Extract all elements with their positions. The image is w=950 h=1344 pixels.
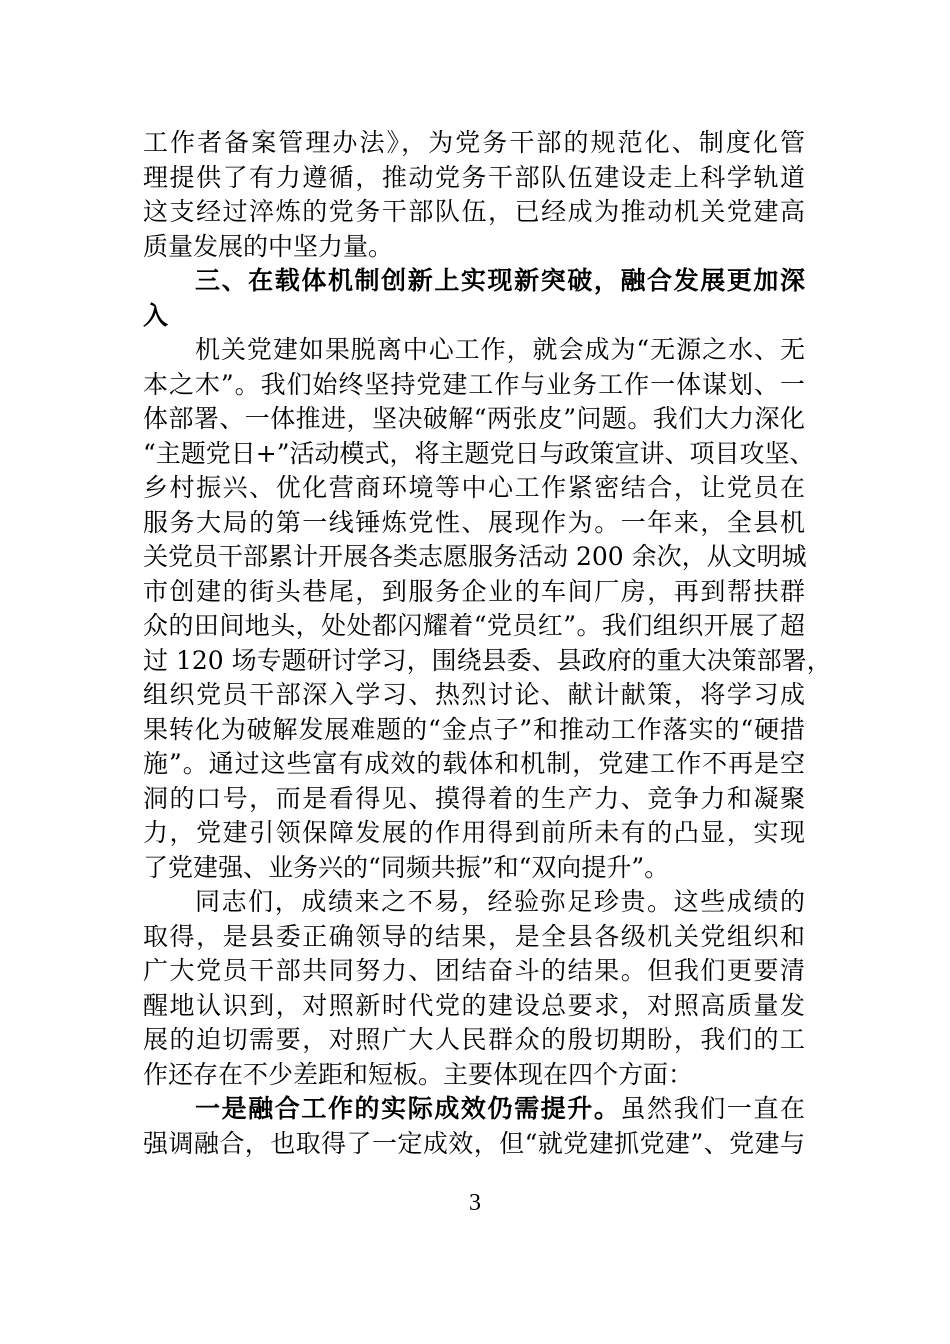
text-line: 服务大局的第一线锤炼党性、展现作为。一年来，全县机 [143, 507, 805, 537]
page-number: 3 [469, 1190, 481, 1216]
text-line: 理提供了有力遵循，推动党务干部队伍建设走上科学轨道 [143, 162, 805, 192]
document-body [143, 126, 832, 1161]
text-line: 关党员干部累计开展各类志愿服务活动 200 余次，从文明城 [143, 542, 807, 571]
text-line: 过 120 场专题研讨学习，围绕县委、县政府的重大决策部署， [143, 645, 832, 675]
text-run: 虽然我们一直在 [620, 1094, 805, 1123]
text-line: 市创建的街头巷尾，到服务企业的车间厂房，再到帮扶群 [143, 576, 805, 606]
text-line: 取得，是县委正确领导的结果，是全县各级机关党组织和 [143, 921, 805, 951]
text-line: 组织党员干部深入学习、热烈讨论、献计献策，将学习成 [143, 680, 805, 709]
bold-lead: 一是融合工作的实际成效仍需提升。 [195, 1094, 621, 1123]
text-line: 果转化为破解发展难题的“金点子”和推动工作落实的“硬措 [143, 714, 805, 744]
text-line [143, 1092, 805, 1127]
text-line: 质量发展的中坚力量。 [143, 231, 394, 261]
text-line: 乡村振兴、优化营商环境等中心工作紧密结合，让党员在 [143, 473, 805, 502]
text-line: 机关党建如果脱离中心工作，就会成为“无源之水、无 [195, 335, 805, 364]
text-line: 众的田间地头，处处都闪耀着“党员红”。我们组织开展了超 [143, 611, 805, 640]
text-line: 力，党建引领保障发展的作用得到前所未有的凸显，实现 [143, 818, 805, 847]
text-line: 广大党员干部共同努力、团结奋斗的结果。但我们更要清 [143, 956, 805, 985]
text-line: 工作者备案管理办法》，为党务干部的规范化、制度化管 [143, 128, 805, 157]
text-line: 本之木”。我们始终坚持党建工作与业务工作一体谋划、一 [143, 369, 805, 399]
text-line: 醒地认识到，对照新时代党的建设总要求，对照高质量发 [143, 990, 805, 1020]
text-line: 同志们，成绩来之不易，经验弥足珍贵。这些成绩的 [195, 887, 805, 916]
text-line: 展的迫切需要，对照广大人民群众的殷切期盼，我们的工 [143, 1025, 805, 1054]
text-line: 强调融合，也取得了一定成效，但“就党建抓党建”、党建与 [143, 1128, 805, 1158]
section-heading: 入 [143, 300, 169, 330]
text-line: 洞的口号，而是看得见、摸得着的生产力、竞争力和凝聚 [143, 783, 805, 813]
text-line: 这支经过淬炼的党务干部队伍，已经成为推动机关党建高 [143, 197, 805, 226]
section-heading: 三、在载体机制创新上实现新突破，融合发展更加深 [195, 266, 805, 295]
text-line: 体部署、一体推进，坚决破解“两张皮”问题。我们大力深化 [143, 404, 805, 433]
text-line: 作还存在不少差距和短板。主要体现在四个方面： [143, 1059, 694, 1089]
text-line: 施”。通过这些富有成效的载体和机制，党建工作不再是空 [143, 749, 805, 778]
text-line: “主题党日+”活动模式，将主题党日与政策宣讲、项目攻坚、 [143, 438, 815, 468]
text-line: 了党建强、业务兴的“同频共振”和“双向提升”。 [143, 852, 670, 882]
